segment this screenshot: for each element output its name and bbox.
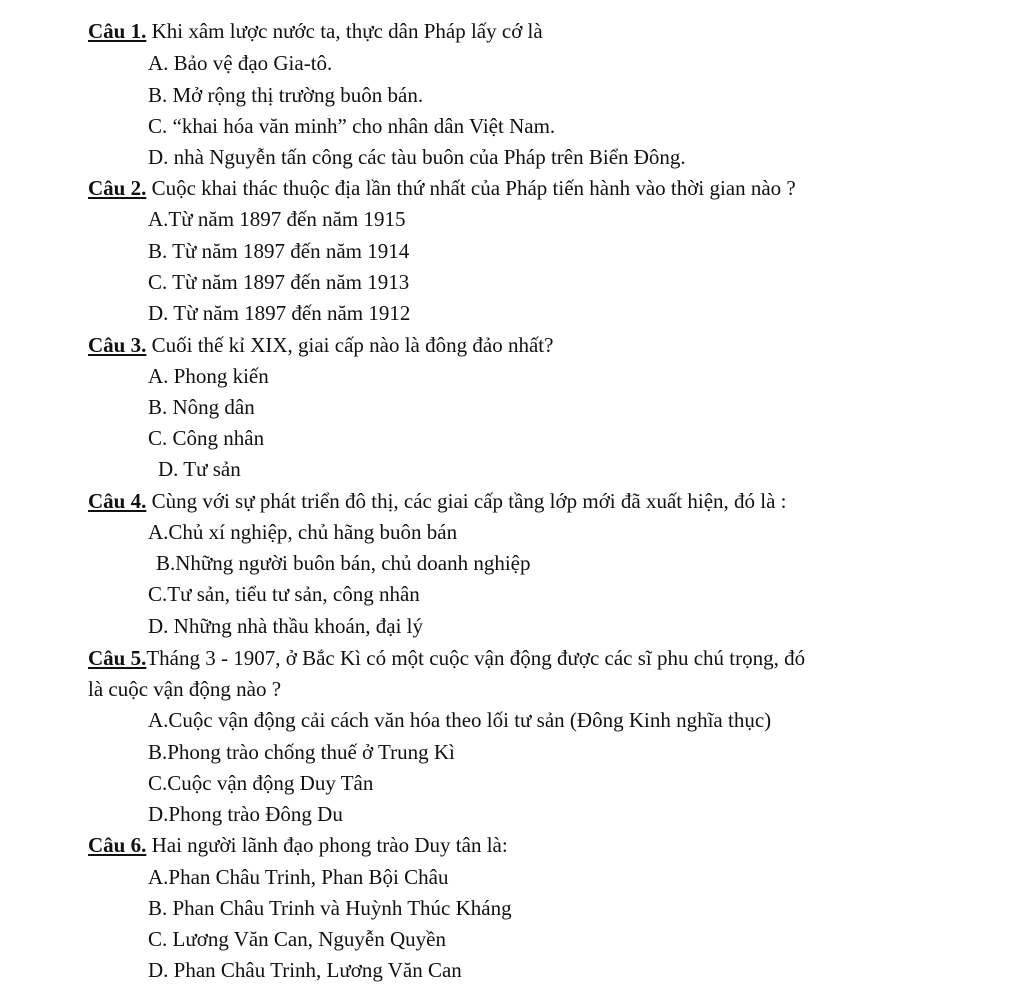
question-5-option-d: D.Phong trào Đông Du: [148, 802, 343, 826]
question-2-option-a: A.Từ năm 1897 đến năm 1915: [148, 207, 406, 231]
question-6-option-d: D. Phan Châu Trinh, Lương Văn Can: [148, 958, 462, 982]
question-4-text: Cùng với sự phát triển đô thị, các giai cấp tầng lớp mới đã xuất hiện, đó là :: [146, 489, 787, 513]
question-1-option-c: C. “khai hóa văn minh” cho nhân dân Việt Nam.: [148, 114, 556, 138]
question-1-option-d: D. nhà Nguyễn tấn công các tàu buôn của Pháp trên Biển Đông.: [148, 145, 686, 169]
question-5-option-b: B.Phong trào chống thuế ở Trung Kì: [148, 740, 455, 764]
question-5-option-c: C.Cuộc vận động Duy Tân: [148, 771, 374, 795]
question-2-option-b: B. Từ năm 1897 đến năm 1914: [148, 239, 410, 263]
question-1-label: Câu 1.: [88, 19, 147, 43]
question-4-option-a: A.Chủ xí nghiệp, chủ hãng buôn bán: [148, 520, 458, 544]
question-2-option-c: C. Từ năm 1897 đến năm 1913: [148, 270, 410, 294]
question-3: [88, 333, 553, 357]
question-1: [88, 19, 543, 43]
question-6-option-b: B. Phan Châu Trinh và Huỳnh Thúc Kháng: [148, 896, 512, 920]
question-5: [88, 646, 805, 670]
question-3-option-a: A. Phong kiến: [148, 364, 269, 388]
question-5-option-a: A.Cuộc vận động cải cách văn hóa theo lối tư sản (Đông Kinh nghĩa thục): [148, 708, 772, 732]
question-6-text: Hai người lãnh đạo phong trào Duy tân là:: [146, 833, 508, 857]
question-2-option-d: D. Từ năm 1897 đến năm 1912: [148, 301, 411, 325]
question-1-option-b: B. Mở rộng thị trường buôn bán.: [148, 83, 424, 107]
question-5-label: Câu 5.: [88, 646, 147, 670]
question-5-text: Tháng 3 - 1907, ở Bắc Kì có một cuộc vận động được các sĩ phu chú trọng, đó: [146, 646, 806, 670]
question-1-option-a: A. Bảo vệ đạo Gia-tô.: [148, 51, 333, 75]
question-3-option-d: D. Tư sản: [158, 457, 241, 481]
question-5-text-continued: là cuộc vận động nào ?: [88, 677, 282, 701]
question-4-label: Câu 4.: [88, 489, 147, 513]
question-1-text: Khi xâm lược nước ta, thực dân Pháp lấy cớ là: [146, 19, 543, 43]
question-6: [88, 833, 508, 857]
question-2-label: Câu 2.: [88, 176, 147, 200]
question-2: [88, 176, 796, 200]
question-6-option-a: A.Phan Châu Trinh, Phan Bội Châu: [148, 865, 449, 889]
question-4-option-c: C.Tư sản, tiểu tư sản, công nhân: [148, 582, 420, 606]
question-6-label: Câu 6.: [88, 833, 147, 857]
question-3-option-b: B. Nông dân: [148, 395, 255, 419]
question-4-option-d: D. Những nhà thầu khoán, đại lý: [148, 614, 423, 638]
question-6-option-c: C. Lương Văn Can, Nguyễn Quyền: [148, 927, 446, 951]
question-4: [88, 489, 787, 513]
question-3-text: Cuối thế kỉ XIX, giai cấp nào là đông đảo nhất?: [146, 333, 554, 357]
question-3-label: Câu 3.: [88, 333, 147, 357]
question-4-option-b: B.Những người buôn bán, chủ doanh nghiệp: [156, 551, 531, 575]
question-3-option-c: C. Công nhân: [148, 426, 265, 450]
question-2-text: Cuộc khai thác thuộc địa lần thứ nhất của Pháp tiến hành vào thời gian nào ?: [146, 176, 796, 200]
